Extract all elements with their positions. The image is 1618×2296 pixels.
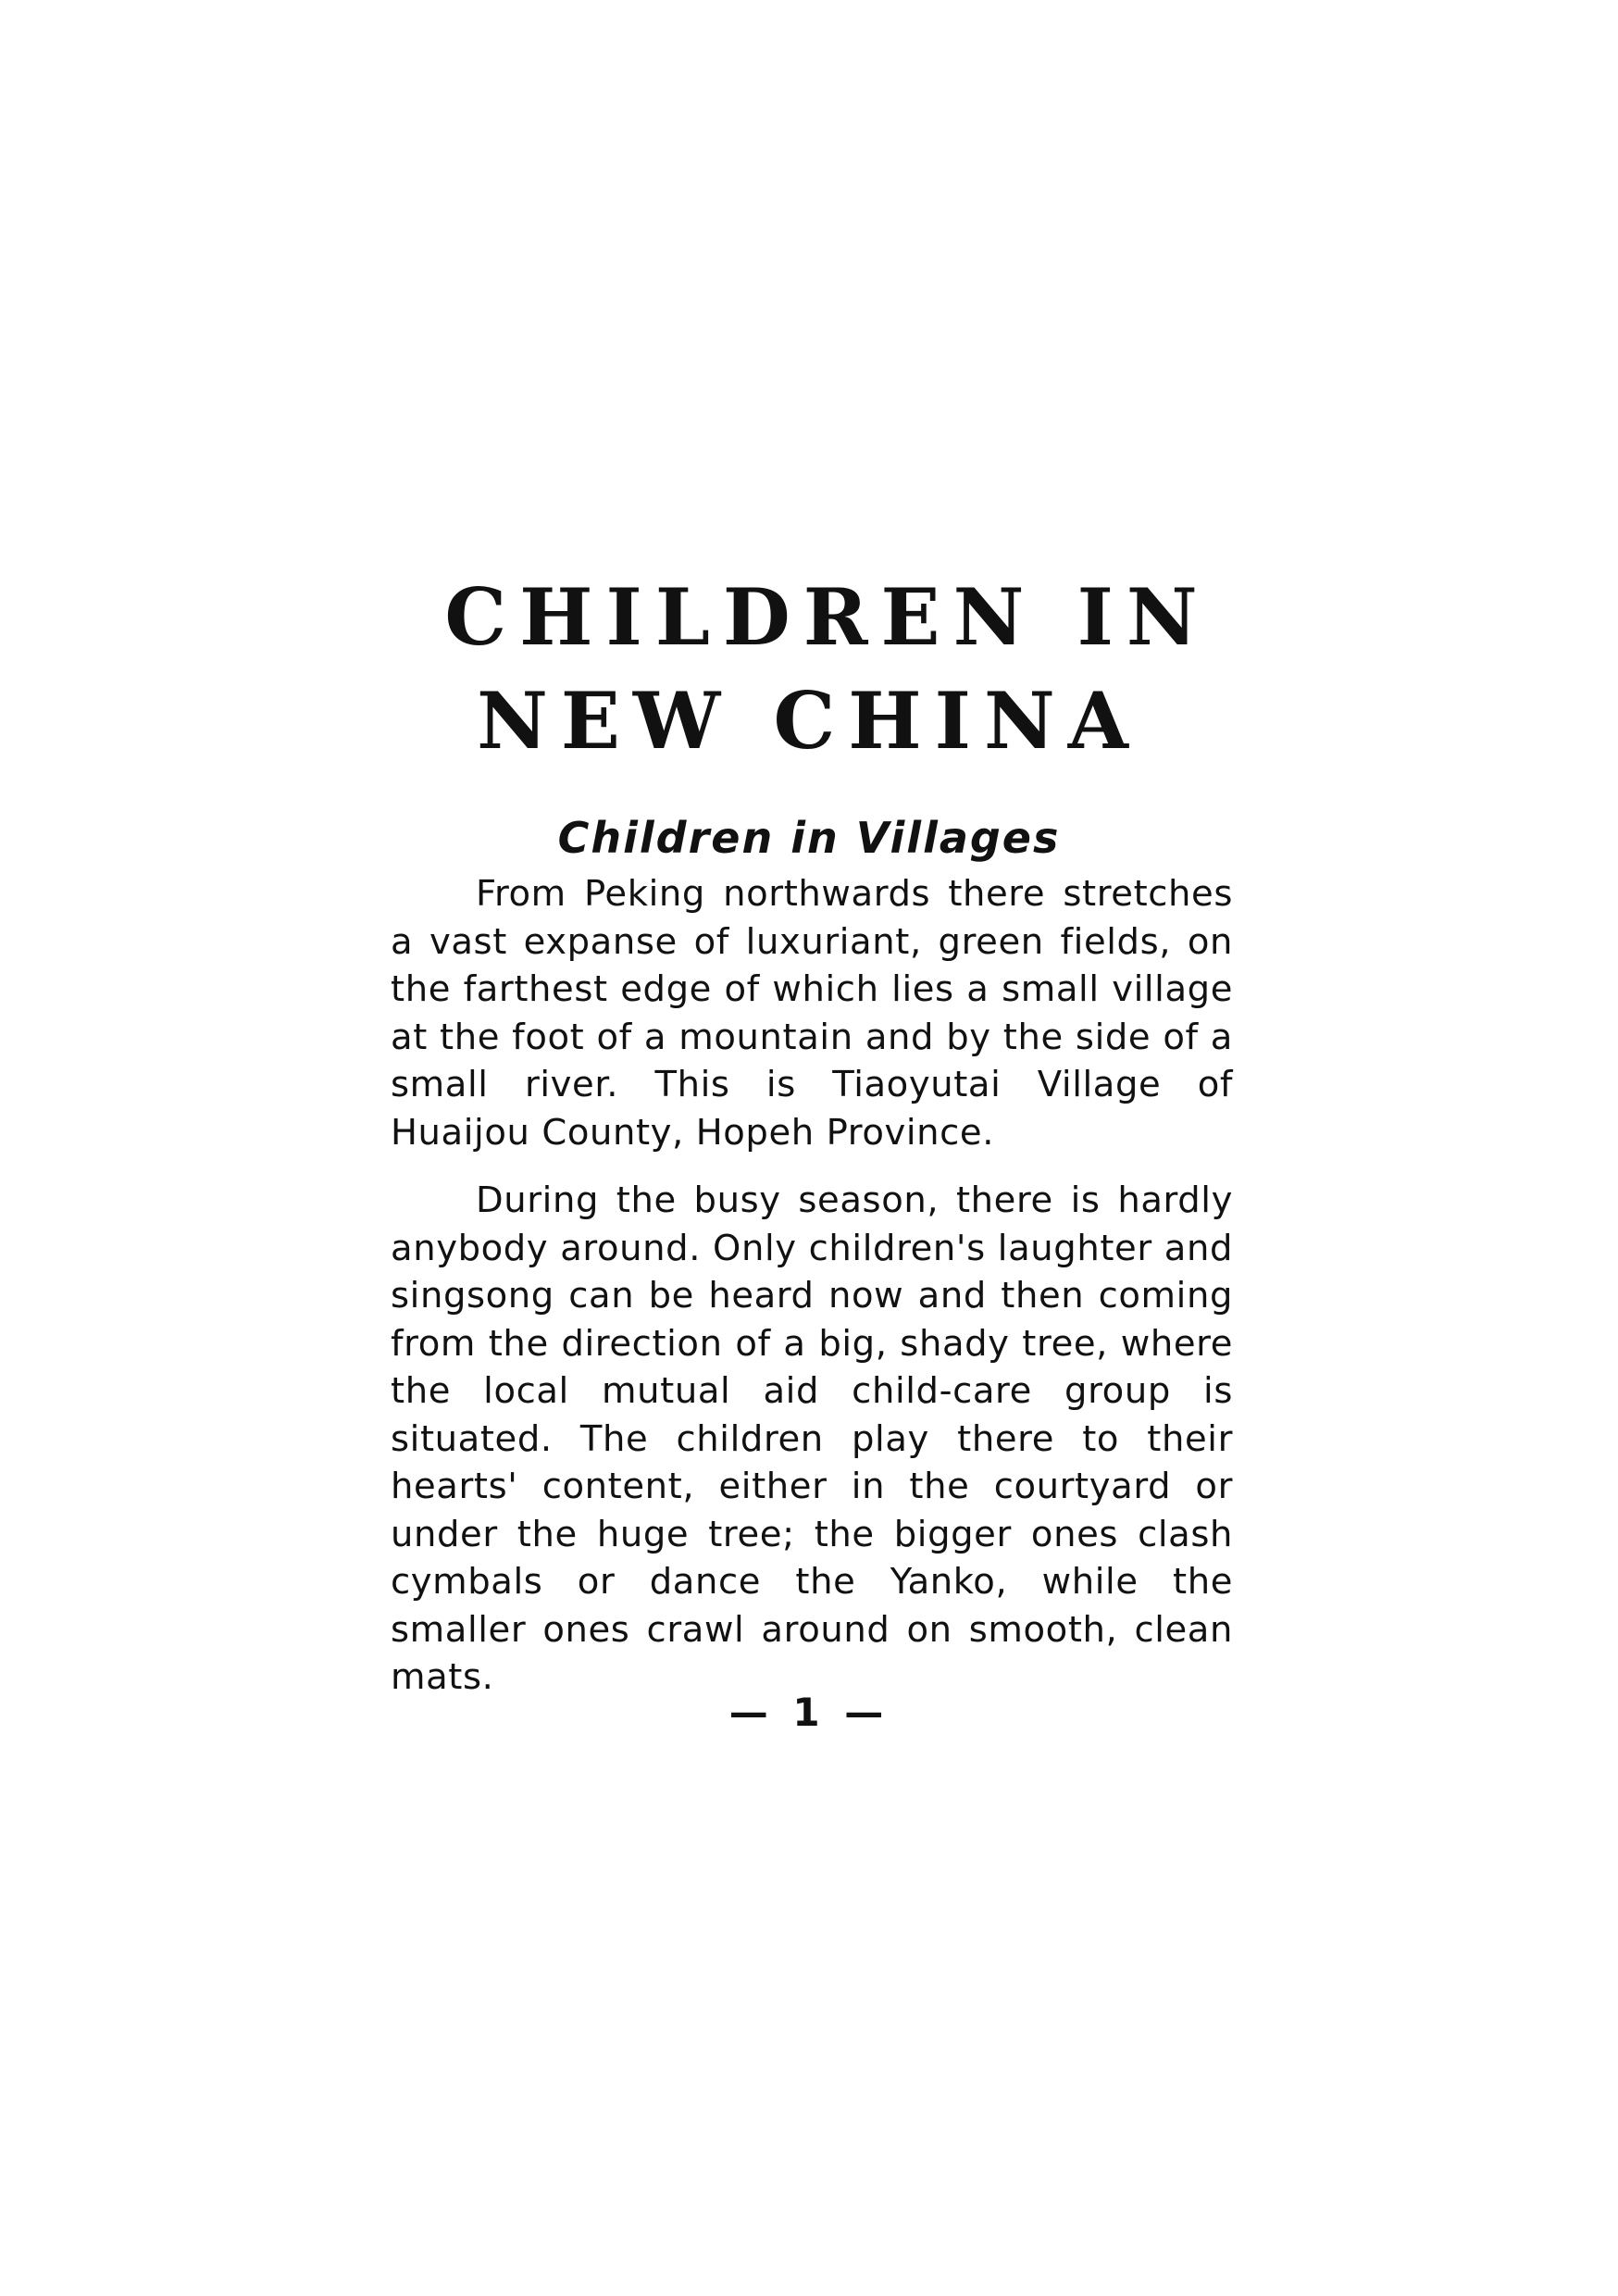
page-number: — 1 —: [728, 1690, 890, 1735]
paragraph-1: From Peking northwards there stretches a vast expanse of luxuriant, green fields, on the farthest edge of which lies a small village at the foot of a mountain and by the side of a small river. This is Tiaoyutai Village of Huaijou County, Hopeh Province.: [391, 873, 1233, 1154]
body-text: [391, 870, 1233, 1722]
section-heading: Children in Villages: [557, 813, 1061, 864]
paragraph-2: During the busy season, there is hardly anybody around. Only children's laughter and singsong can be heard now and then coming from the direction of a big, shady tree, where the local mutual aid child-care group is situated. The children play there to their hearts' content, either in the courtyard or under the huge tree; the bigger ones clash cymbals or dance the Yanko, while the smaller ones crawl around on smooth, clean mats.: [391, 1179, 1233, 1698]
page-title: [0, 566, 1618, 773]
title-line-2: NEW CHINA: [477, 675, 1141, 767]
title-line-1: CHILDREN IN: [444, 571, 1211, 664]
